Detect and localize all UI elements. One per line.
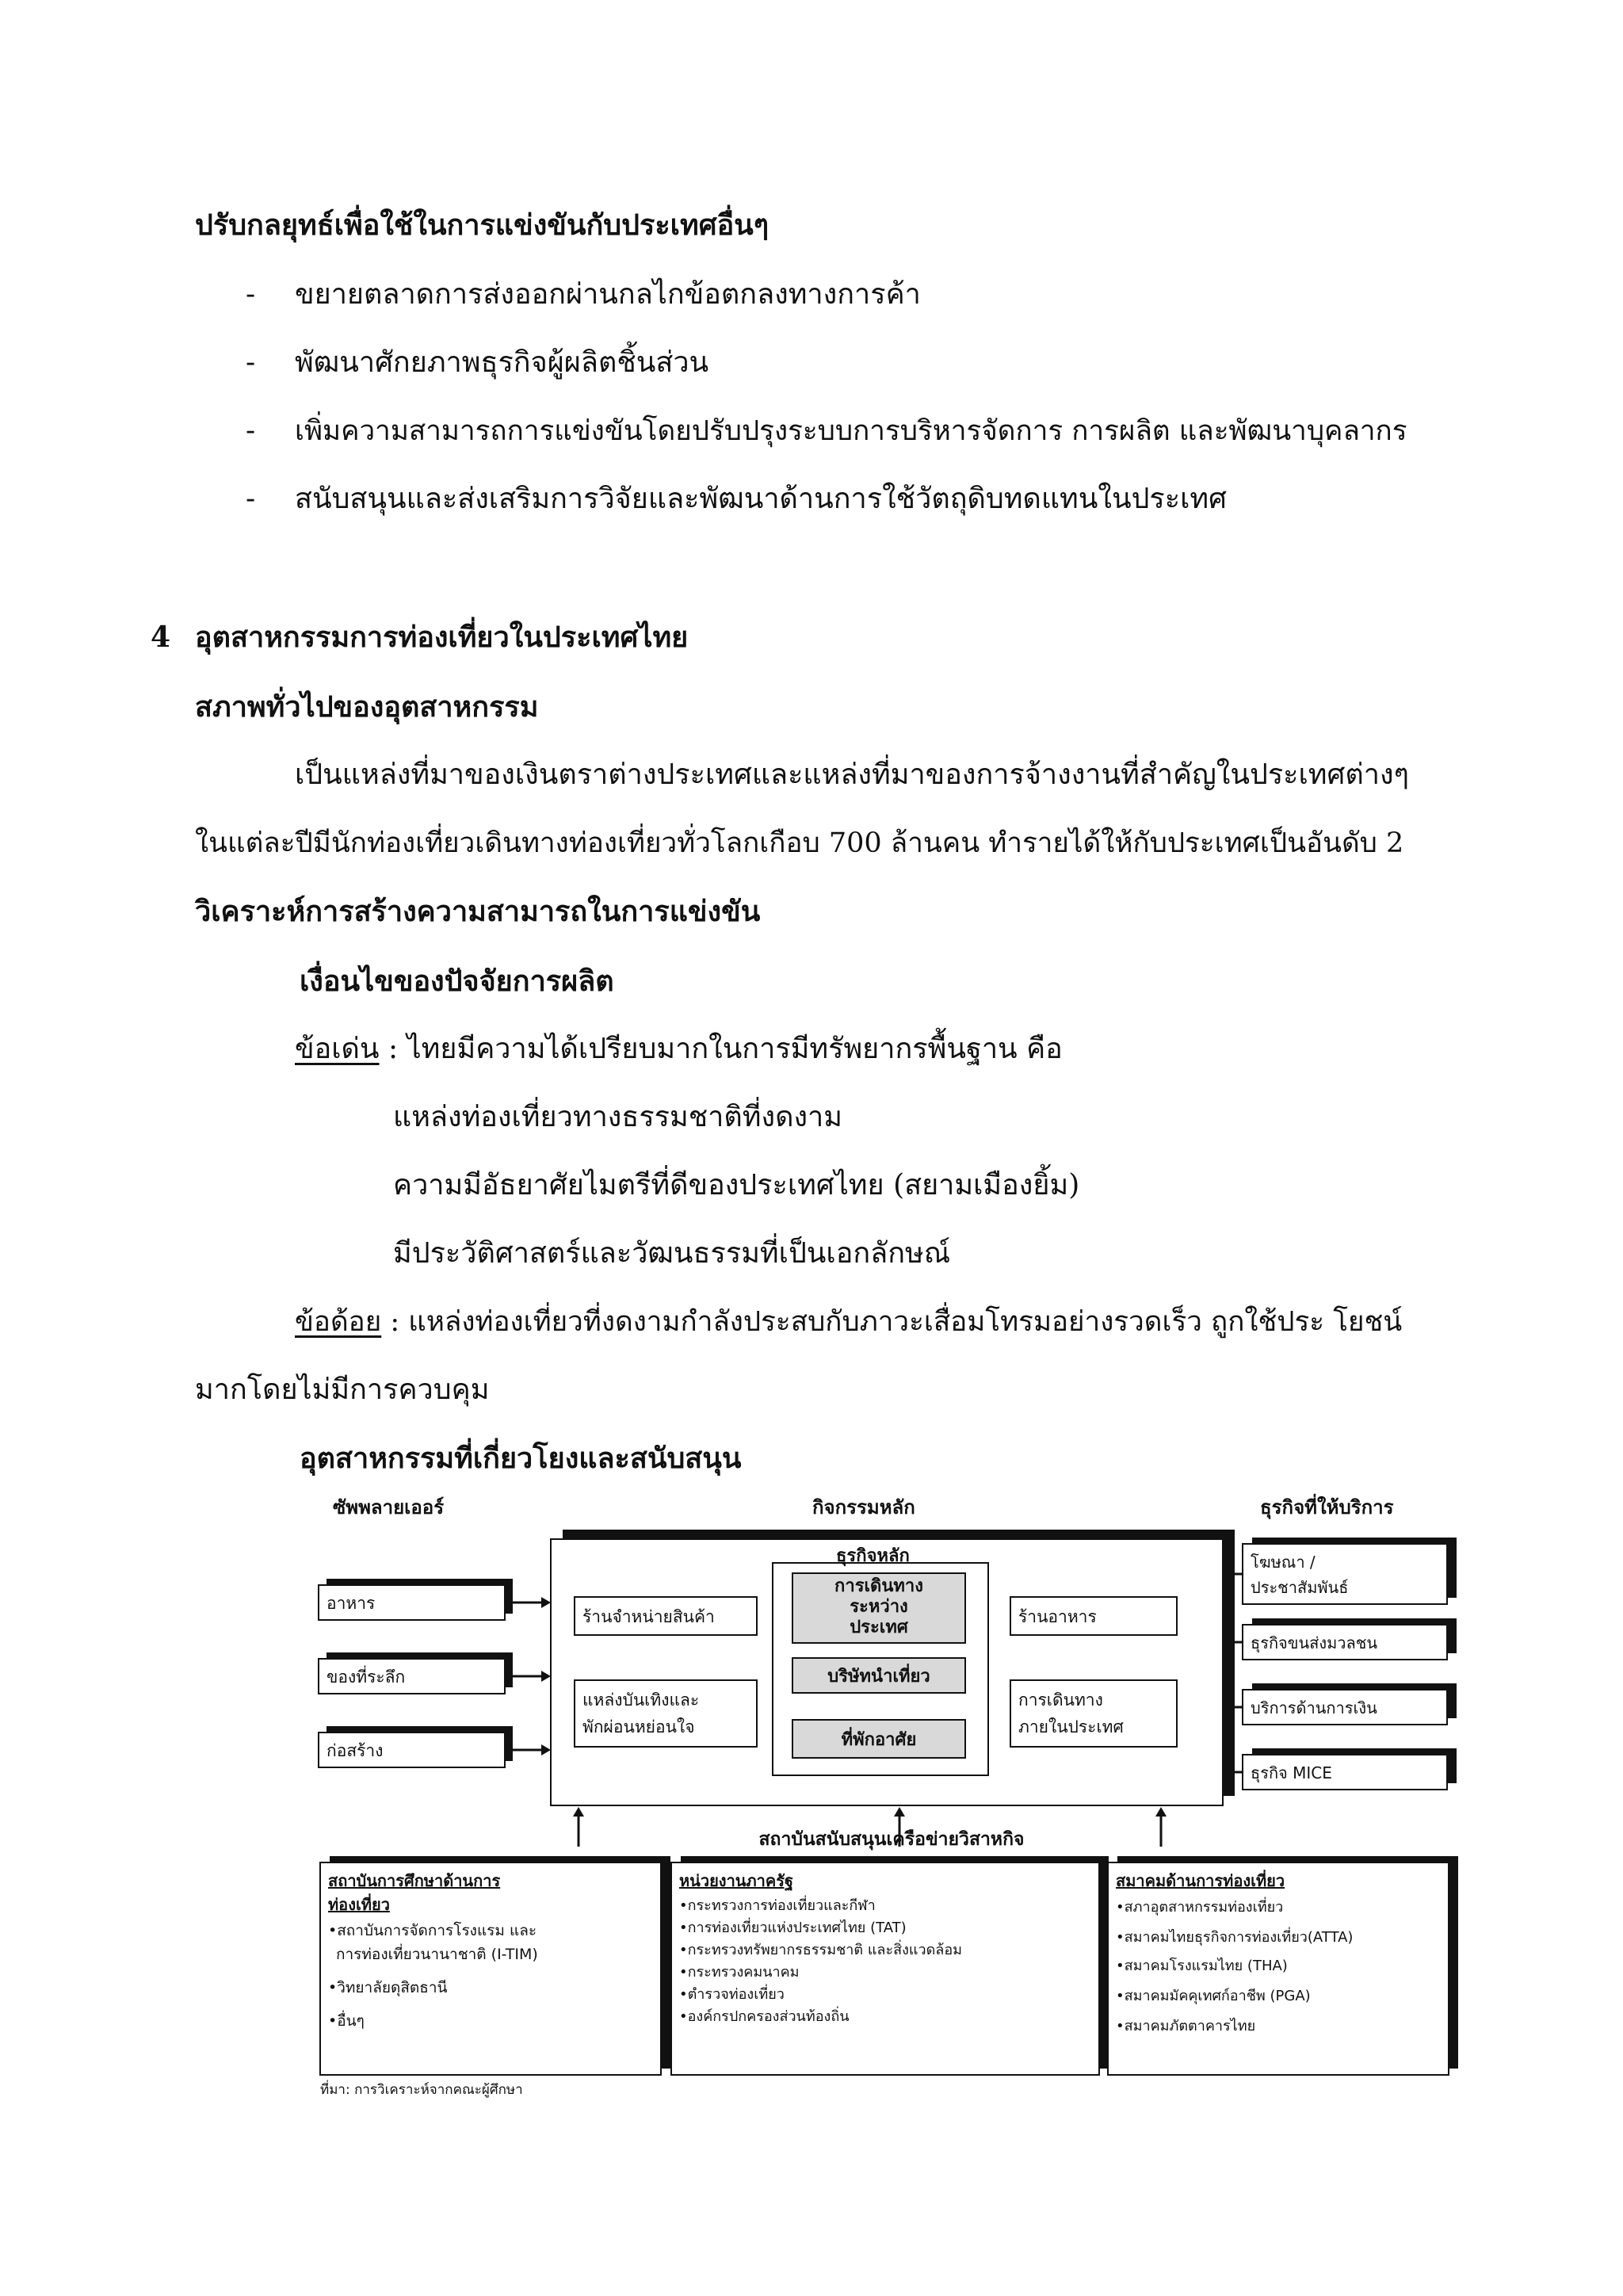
intl-travel-label-1: การเดินทาง — [834, 1576, 923, 1596]
weakness-line-2: มากโดยไม่มีการควบคุม — [195, 1373, 490, 1406]
services-title: ธุรกิจที่ให้บริการ — [1260, 1496, 1394, 1519]
tourism-cluster-diagram — [309, 1490, 1474, 2100]
strategy-heading: ปรับกลยุทธ์เพื่อใช้ในการแข่งขันกับประเทศอื่นๆ — [195, 208, 769, 242]
suppliers-title: ซัพพลายเออร์ — [333, 1496, 445, 1519]
government-item-5: •ตำรวจท่องเที่ยว — [679, 1986, 785, 2003]
strategy-bullet-4: สนับสนุนและส่งเสริมการวิจัยและพัฒนาด้านการใช้วัตถุดิบทดแทนในประเทศ — [295, 483, 1227, 515]
entertainment-label-1: แหล่งบันเทิงและ — [582, 1690, 700, 1710]
strength-item-3: มีประวัติศาสตร์และวัฒนธรรมที่เป็นเอกลักษณ์ — [393, 1237, 951, 1270]
arrow-head — [1155, 1807, 1167, 1817]
weakness-line — [295, 1305, 1402, 1339]
arrow-head — [573, 1807, 584, 1817]
core-business-title: ธุรกิจหลัก — [836, 1546, 910, 1566]
strength-item-2: ความมีอัธยาศัยไมตรีที่ดีของประเทศไทย (สยามเมืองยิ้ม) — [393, 1169, 1080, 1201]
domestic-travel-label-2: ภายในประเทศ — [1018, 1717, 1124, 1736]
service-transport-label: ธุรกิจขนส่งมวลชน — [1251, 1633, 1378, 1652]
association-item-4: •สมาคมมัคคุเทศก์อาชีพ (PGA) — [1116, 1988, 1311, 2004]
service-finance-label: บริการด้านการเงิน — [1251, 1698, 1377, 1717]
association-item-2: •สมาคมไทยธุรกิจการท่องเที่ยว(ATTA) — [1116, 1929, 1354, 1946]
core-activities-title: กิจกรรมหลัก — [812, 1496, 915, 1519]
association-title: สมาคมด้านการท่องเที่ยว — [1116, 1871, 1285, 1890]
supplier-construction-label: ก่อสร้าง — [327, 1741, 384, 1760]
bullet-dash: - — [246, 415, 256, 447]
bullet-dash: - — [246, 346, 256, 379]
service-pr-label-1: โฆษณา / — [1251, 1553, 1316, 1572]
diagram-source: ที่มา: การวิเคราะห์จากคณะผู้ศึกษา — [320, 2082, 523, 2098]
bullet-dash: - — [246, 278, 256, 311]
arrow-head — [541, 1671, 551, 1682]
factor-heading: เงื่อนไขของปัจจัยการผลิต — [300, 965, 614, 998]
government-item-3: •กระทรวงทรัพยากรธรรมชาติ และสิ่งแวดล้อม — [679, 1942, 963, 1958]
government-item-1: •กระทรวงการท่องเที่ยวและกีฬา — [679, 1897, 876, 1914]
accommodation-label: ที่พักอาศัย — [841, 1730, 917, 1750]
restaurant-label: ร้านอาหาร — [1018, 1607, 1097, 1626]
arrow-head — [541, 1597, 551, 1608]
education-title-2: ท่องเที่ยว — [328, 1895, 390, 1914]
strength-label: ข้อเด่น — [295, 1033, 380, 1065]
strategy-bullet-2: พัฒนาศักยภาพธุรกิจผู้ผลิตชิ้นส่วน — [295, 346, 709, 379]
education-item-2: การท่องเที่ยวนานาชาติ (I-TIM) — [336, 1946, 538, 1963]
bullet-dash: - — [246, 483, 256, 515]
association-item-3: •สมาคมโรงแรมไทย (THA) — [1116, 1958, 1288, 1974]
section-title: อุตสาหกรรมการท่องเที่ยวในประเทศไทย — [195, 621, 689, 654]
entertainment-label-2: พักผ่อนหย่อนใจ — [582, 1717, 695, 1736]
general-heading: สภาพทั่วไปของอุตสาหกรรม — [195, 690, 539, 724]
analysis-heading: วิเคราะห์การสร้างความสามารถในการแข่งขัน — [195, 895, 761, 928]
arrow-head — [894, 1807, 905, 1817]
supplier-souvenir-label: ของที่ระลึก — [327, 1668, 406, 1687]
intl-travel-label-2: ระหว่าง — [850, 1597, 908, 1617]
tour-company-label: บริษัทนำเที่ยว — [827, 1667, 930, 1687]
government-item-6: •องค์กรปกครองส่วนท้องถิ่น — [679, 2008, 850, 2025]
education-title-1: สถาบันการศึกษาด้านการ — [328, 1871, 501, 1890]
association-item-5: •สมาคมภัตตาคารไทย — [1116, 2018, 1256, 2034]
section-number: 4 — [151, 621, 171, 654]
intl-travel-label-3: ประเทศ — [850, 1618, 908, 1637]
general-paragraph-line-2: ในแต่ละปีมีนักท่องเที่ยวเดินทางท่องเที่ยวทั่วโลกเกือบ 700 ล้านคน ทำรายได้ให้กับประเทศเป็นอันดับ 2 — [195, 827, 1404, 859]
support-title: สถาบันสนับสนุนเครือข่ายวิสาหกิจ — [758, 1829, 1025, 1850]
education-item-1: •สถาบันการจัดการโรงแรม และ — [328, 1922, 537, 1939]
education-item-3: •วิทยาลัยดุสิตธานี — [328, 1979, 448, 1996]
government-title: หน่วยงานภาครัฐ — [679, 1871, 794, 1890]
strength-line — [295, 1032, 1063, 1067]
strategy-bullet-1: ขยายตลาดการส่งออกผ่านกลไกข้อตกลงทางการค้า — [295, 278, 921, 311]
service-pr-label-2: ประชาสัมพันธ์ — [1251, 1578, 1349, 1597]
government-item-4: •กระทรวงคมนาคม — [679, 1964, 800, 1981]
weakness-label: ข้อด้อย — [295, 1306, 382, 1338]
service-mice-label: ธุรกิจ MICE — [1251, 1763, 1332, 1782]
weakness-text: : แหล่งท่องเที่ยวที่งดงามกำลังประสบกับภาวะเสื่อมโทรมอย่างรวดเร็ว ถูกใช้ประ โยชน์ — [381, 1306, 1403, 1338]
strategy-bullet-3: เพิ่มความสามารถการแข่งขันโดยปรับปรุงระบบการบริหารจัดการ การผลิต และพัฒนาบุคลากร — [295, 415, 1407, 447]
government-item-2: •การท่องเที่ยวแห่งประเทศไทย (TAT) — [679, 1920, 907, 1936]
general-paragraph-line-1: เป็นแหล่งที่มาของเงินตราต่างประเทศและแหล่งที่มาของการจ้างงานที่สำคัญในประเทศต่างๆ — [295, 758, 1409, 791]
association-item-1: •สภาอุตสาหกรรมท่องเที่ยว — [1116, 1899, 1284, 1916]
strength-text: : ไทยมีความได้เปรียบมากในการมีทรัพยากรพื้นฐาน คือ — [379, 1033, 1063, 1065]
retail-shops-label: ร้านจำหน่ายสินค้า — [582, 1607, 715, 1626]
strength-item-1: แหล่งท่องเที่ยวทางธรรมชาติที่งดงาม — [393, 1101, 842, 1133]
supplier-food-label: อาหาร — [327, 1594, 376, 1613]
related-heading: อุตสาหกรรมที่เกี่ยวโยงและสนับสนุน — [300, 1442, 742, 1475]
education-item-4: •อื่นๆ — [328, 2012, 365, 2030]
domestic-travel-label-1: การเดินทาง — [1018, 1690, 1103, 1710]
arrow-head — [541, 1744, 551, 1755]
